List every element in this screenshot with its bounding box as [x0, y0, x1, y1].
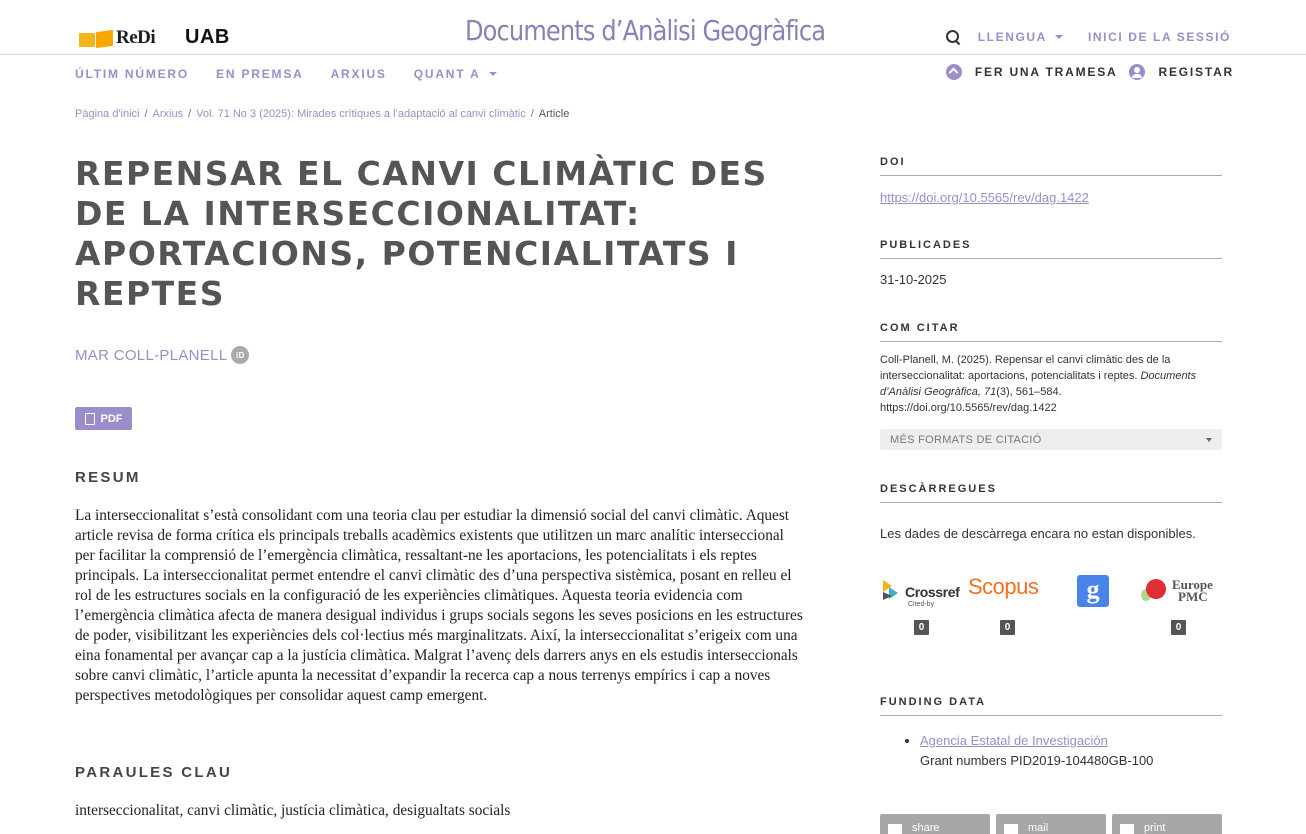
- chevron-down-icon: [1206, 438, 1212, 442]
- breadcrumb-separator: /: [188, 108, 192, 120]
- linkedin-icon: [888, 824, 902, 834]
- citation-block: [880, 322, 1222, 450]
- redi-book-icon: [79, 30, 115, 47]
- login-link[interactable]: INICI DE LA SESSIÓ: [1087, 30, 1231, 44]
- crossref-logo[interactable]: [883, 576, 965, 608]
- crossref-name: Crossref: [905, 584, 960, 600]
- citation-volume: 71: [983, 386, 997, 398]
- crossref-icon: [883, 578, 903, 600]
- europe-pmc-logo[interactable]: [1141, 577, 1223, 609]
- register-link[interactable]: REGISTAR: [1158, 65, 1234, 79]
- citation-journal: Documents d’Anàlisi Geogràfica: [880, 370, 1197, 398]
- breadcrumb-current: Article: [538, 108, 570, 120]
- linkedin-share-button[interactable]: [880, 814, 990, 834]
- site-header: [0, 0, 1306, 55]
- share-buttons: [880, 814, 1222, 834]
- scopus-count: [1000, 617, 1015, 635]
- article-title: REPENSAR EL CANVI CLIMÀTIC DES DE LA INTERSECCIONALITAT: APORTACIONS, POTENCIALITATS I REPTES: [75, 154, 768, 313]
- citation-formats-label: MÉS FORMATS DE CITACIÓ: [890, 433, 1042, 446]
- pdf-button[interactable]: [75, 407, 132, 430]
- funding-item: [920, 731, 1222, 771]
- orcid-icon[interactable]: iD: [231, 346, 249, 364]
- citation-text: Coll-Planell, M. (2025). Repensar el canvi climàtic des de la interseccionalitat: aportacions, potencialitats i reptes. Documents d’Anàlisi Geogràfica, 71(3), 561–584. https://doi.org/10.5565/rev/dag.1422: [880, 354, 1197, 414]
- share-label: share: [912, 822, 940, 834]
- funding-grant: Grant numbers PID2019-104480GB-100: [920, 753, 1154, 768]
- user-icon: [1129, 64, 1145, 80]
- crossref-count: [914, 617, 929, 635]
- keywords-text: interseccionalitat, canvi climàtic, justícia climàtica, desigualtats socials: [75, 802, 511, 819]
- chevron-down-icon: [489, 72, 497, 76]
- epmc-name-line1: Europe: [1172, 577, 1213, 592]
- author-name: MAR COLL-PLANELL: [75, 346, 228, 364]
- scopus-count-badge: 0: [1000, 620, 1015, 635]
- language-label: LLENGUA: [977, 30, 1047, 44]
- published-block: [880, 239, 1222, 287]
- abstract-text: La interseccionalitat s’està consolidant com una teoria clau per estudiar la dimensió social del canvi climàtic. Aquest article revisa de forma crítica els principals treballs acadèmics existents que utilitzen un marc analític interseccional per facilitar la comprensió de l’emergència climàtica, ressaltant-ne les aportacions, les potencialitats i els reptes principals. La interseccionalitat permet entendre el canvi climàtic des d’una perspectiva sistèmica, posant en relleu el rol de les estructures socials en la configuració de les experiències climàtiques. Aquesta teoria evidencia com l’emergència climàtica afecta de manera desigual individus i grups socials segons les seves posicions en les estructures de poder, visibilitzant les experiències dels col·lectius més marginalitzats. Així, la interseccionalitat s’erigeix com una eina fonamental per avançar cap a la justícia climàtica. Malgrat l’avenç dels darrers anys en els estudis interseccionals sobre canvi climàtic, l’article apunta la necessitat d’expandir la recerca cap a nous terrenys empírics i cap a noves perspectives metodològiques per consolidar aquest camp emergent.: [75, 507, 803, 704]
- print-button[interactable]: [1112, 814, 1222, 834]
- published-heading: PUBLICADES: [880, 239, 1222, 259]
- citation-formats-dropdown[interactable]: [880, 429, 1222, 450]
- pdf-icon: [85, 413, 95, 425]
- nav-item-about-label: QUANT A: [413, 67, 481, 81]
- funding-agency-link[interactable]: Agencia Estatal de Investigación: [920, 733, 1108, 748]
- uab-logo[interactable]: UAB: [185, 26, 230, 48]
- nav-item-in-press[interactable]: EN PREMSA: [216, 67, 304, 81]
- print-label: print: [1144, 822, 1166, 834]
- mail-icon: [1004, 824, 1018, 834]
- citation-metrics: [880, 573, 1222, 635]
- mail-share-button[interactable]: [996, 814, 1106, 834]
- epmc-count-badge: 0: [1171, 620, 1186, 635]
- redi-logo[interactable]: [79, 27, 155, 49]
- epmc-name-line2: PMC: [1178, 589, 1208, 604]
- author: [75, 346, 249, 364]
- doi-link[interactable]: https://doi.org/10.5565/rev/dag.1422: [880, 190, 1089, 205]
- citation-part1: Coll-Planell, M. (2025). Repensar el canvi climàtic des de la interseccionalitat: aportacions, potencialitats i reptes.: [880, 354, 1171, 382]
- downloads-heading: DESCÀRREGUES: [880, 483, 1222, 503]
- crossref-sub: Cited-by: [908, 601, 935, 608]
- redi-logo-text: ReDi: [116, 27, 156, 48]
- europe-pmc-icon: [1146, 579, 1166, 599]
- funding-list: [880, 731, 1222, 771]
- mail-label: mail: [1028, 822, 1049, 834]
- downloads-block: [880, 483, 1222, 541]
- chevron-down-icon: [1055, 35, 1063, 39]
- breadcrumb-separator: /: [530, 108, 534, 120]
- site-title[interactable]: Documents d’Anàlisi Geogràfica: [465, 14, 826, 47]
- nav-item-archives[interactable]: ARXIUS: [330, 67, 387, 81]
- citation-part2: (3), 561–584. https://doi.org/10.5565/rev/dag.1422: [880, 386, 1062, 414]
- funding-block: [880, 696, 1222, 771]
- abstract-heading: RESUM: [75, 469, 141, 486]
- nav-item-about[interactable]: [414, 67, 497, 81]
- submit-link[interactable]: FER UNA TRAMESA: [974, 65, 1118, 79]
- europe-pmc-count: [1171, 617, 1186, 635]
- keywords-heading: PARAULES CLAU: [75, 764, 233, 781]
- doi-block: [880, 156, 1222, 207]
- pdf-label: PDF: [100, 412, 123, 425]
- header-actions: [946, 30, 1231, 44]
- funding-heading: FUNDING DATA: [880, 696, 1222, 716]
- breadcrumb-issue[interactable]: Vol. 71 No 3 (2025): Mirades crítiques a l’adaptació al canvi climàtic: [196, 108, 526, 120]
- breadcrumb-archive[interactable]: Arxius: [152, 108, 184, 120]
- downloads-text: Les dades de descàrrega encara no estan disponibles.: [880, 526, 1196, 541]
- language-dropdown[interactable]: [978, 30, 1063, 44]
- scopus-logo[interactable]: Scopus: [968, 574, 1039, 599]
- cite-heading: COM CITAR: [880, 322, 1222, 342]
- print-icon: [1120, 824, 1134, 834]
- breadcrumb: [75, 108, 569, 120]
- crossref-count-badge: 0: [914, 620, 929, 635]
- primary-nav: [75, 67, 497, 81]
- doi-heading: DOI: [880, 156, 1222, 176]
- published-date: 31-10-2025: [880, 272, 947, 287]
- user-nav: [946, 64, 1234, 80]
- google-scholar-icon[interactable]: g: [1077, 575, 1109, 607]
- nav-item-current-issue[interactable]: ÚLTIM NÚMERO: [75, 67, 190, 81]
- search-icon[interactable]: [946, 30, 960, 44]
- upload-icon: [946, 64, 962, 80]
- breadcrumb-separator: /: [144, 108, 148, 120]
- breadcrumb-home[interactable]: Pàgina d'inici: [75, 108, 140, 120]
